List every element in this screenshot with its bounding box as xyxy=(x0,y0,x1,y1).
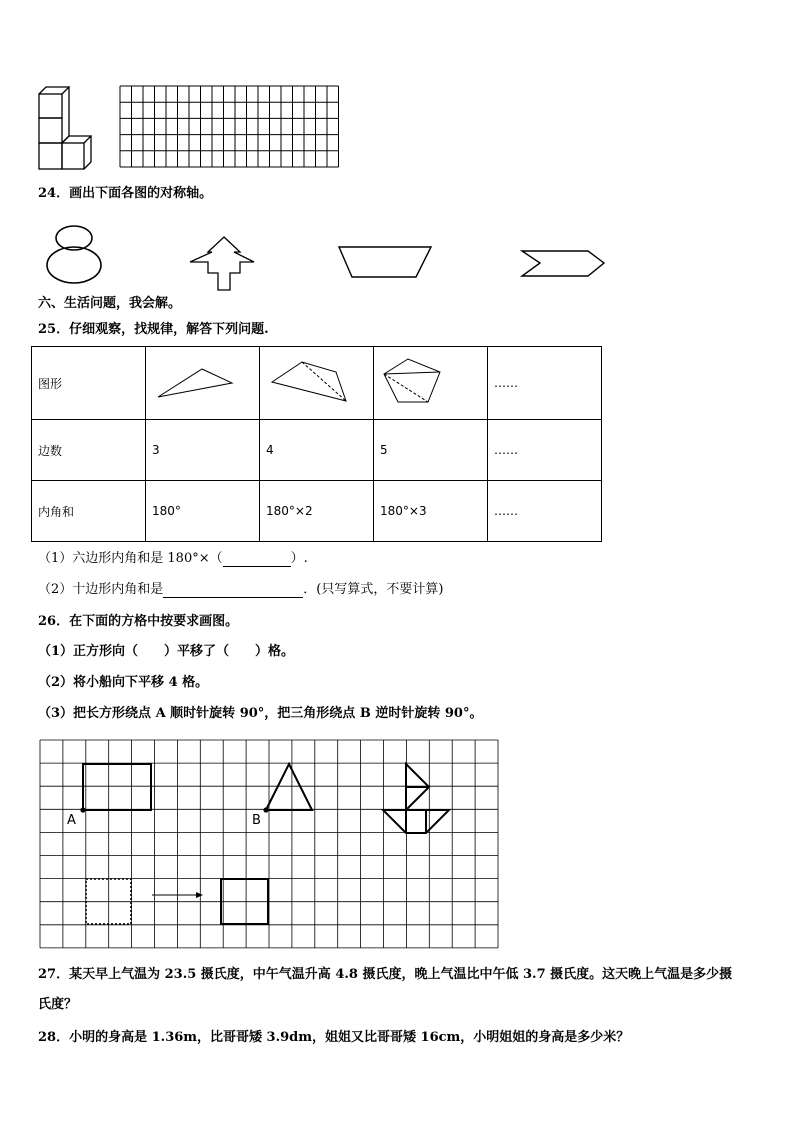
sides-value: 3 xyxy=(146,420,260,481)
q26-drawing-grid xyxy=(38,738,500,950)
shape-quadrilateral-cell xyxy=(260,347,374,420)
label-a: A xyxy=(67,813,76,828)
q27-line2: 氏度？ xyxy=(38,997,78,1012)
quadrilateral-figure xyxy=(266,357,356,407)
shape-more-cell: …… xyxy=(488,347,602,420)
angle-sum-value: …… xyxy=(488,481,602,542)
angle-sum-value: 180°×3 xyxy=(374,481,488,542)
chevron-arrow-shape xyxy=(519,248,607,280)
tree-arrow-shape xyxy=(184,235,264,293)
q28-text: 28．小明的身高是 1.36m，比哥哥矮 3.9dm，姐姐又比哥哥矮 16cm，小明姐姐的身高是多少米？ xyxy=(38,1030,630,1045)
angle-sum-value: 180°×2 xyxy=(260,481,374,542)
answer-blank[interactable] xyxy=(163,581,303,598)
point-b xyxy=(263,807,268,812)
rectangle-shape xyxy=(83,764,151,810)
q25-table xyxy=(31,346,602,542)
row-label-shape: 图形 xyxy=(32,347,146,420)
shape-triangle-cell xyxy=(146,347,260,420)
top-grid xyxy=(119,85,341,168)
q26-title: 26．在下面的方格中按要求画图。 xyxy=(38,614,239,629)
triangle-figure xyxy=(152,357,242,407)
row-label-sides: 边数 xyxy=(32,420,146,481)
cube-stack-figure xyxy=(36,85,92,173)
figure-eight-shape xyxy=(44,224,106,286)
label-b: B xyxy=(252,813,261,828)
angle-sum-value: 180° xyxy=(146,481,260,542)
sides-value: …… xyxy=(488,420,602,481)
answer-blank[interactable] xyxy=(223,550,291,567)
q25-title: 25．仔细观察，找规律，解答下列问题. xyxy=(38,322,269,337)
q27-line1: 27．某天早上气温为 23.5 摄氏度，中午气温升高 4.8 摄氏度，晚上气温比中午低 3.7 摄氏度。这天晚上气温是多少摄 xyxy=(38,967,733,982)
q26-sub3: （3）把长方形绕点 A 顺时针旋转 90°，把三角形绕点 B 逆时针旋转 90°。 xyxy=(38,706,483,721)
q26-sub1: （1）正方形向（ ）平移了（ ）格。 xyxy=(38,644,295,659)
q24-title: 24．画出下面各图的对称轴。 xyxy=(38,186,213,201)
trapezoid-shape xyxy=(336,243,434,281)
q26-sub2: （2）将小船向下平移 4 格。 xyxy=(38,675,209,690)
q25-sub2: （2）十边形内角和是 ．(只写算式，不要计算) xyxy=(38,582,444,597)
boat-shape xyxy=(383,764,449,833)
triangle-shape xyxy=(266,764,312,810)
point-a xyxy=(80,807,85,812)
sides-value: 5 xyxy=(374,420,488,481)
row-label-angle-sum: 内角和 xyxy=(32,481,146,542)
pentagon-figure xyxy=(380,354,470,410)
sides-value: 4 xyxy=(260,420,374,481)
section6-title: 六、生活问题，我会解。 xyxy=(38,296,182,311)
shape-pentagon-cell xyxy=(374,347,488,420)
q25-sub1: （1）六边形内角和是 180°×（ ）. xyxy=(38,551,308,566)
